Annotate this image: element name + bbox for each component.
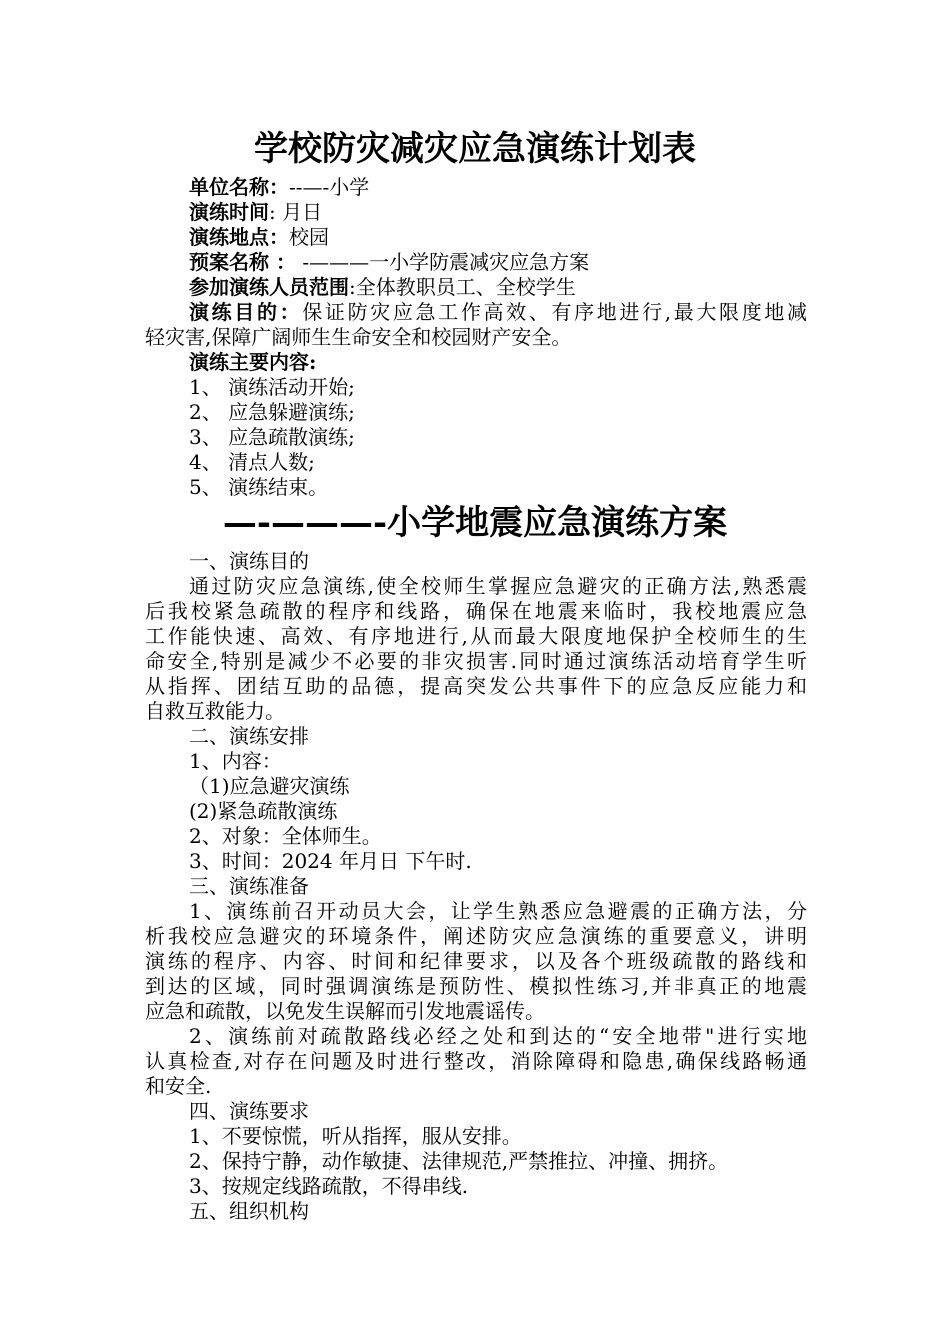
people-value: :全体教职员工、全校学生: [349, 275, 576, 299]
paragraph-line: 和安全.: [145, 1074, 212, 1098]
list-line: 3、时间：2024 年月日 下午时.: [189, 849, 472, 873]
section-heading: 五、组织机构: [189, 1199, 309, 1223]
purpose-line-2: 轻灾害,保障广阔师生生命安全和校园财产安全。: [145, 325, 572, 349]
unit-line: [189, 175, 369, 200]
time-value: : 月日: [269, 200, 323, 224]
paragraph-line: 自救互救能力。: [145, 699, 285, 723]
paragraph-line: 从指挥、团结互助的品德，提高突发公共事件下的应急反应能力和: [145, 674, 807, 698]
section-heading: 三、演练准备: [189, 874, 309, 898]
list-line: 1、不要惊慌，听从指挥，服从安排。: [189, 1124, 522, 1148]
paragraph-line: 命安全,特别是减少不必要的非灾损害.同时通过演练活动培育学生听: [145, 649, 807, 673]
unit-label: 单位名称：: [189, 175, 289, 199]
plan-title: 学校防灾减灾应急演练计划表: [254, 129, 696, 169]
list-line: （1)应急避灾演练: [189, 774, 350, 798]
section-heading: 一、演练目的: [189, 549, 309, 573]
list-line: 3、按规定线路疏散，不得串线.: [189, 1174, 469, 1198]
content-label: 演练主要内容:: [189, 350, 317, 374]
scheme-value: -———一小学防震减灾应急方案: [295, 250, 590, 274]
section-heading: 四、演练要求: [189, 1099, 309, 1123]
purpose-line: [189, 300, 807, 325]
unit-value: --—-小学: [289, 175, 370, 199]
people-label: 参加演练人员范围: [189, 275, 349, 299]
time-line: [189, 200, 322, 225]
paragraph-line: 到达的区域，同时强调演练是预防性、模拟性练习,并非真正的地震: [145, 974, 807, 998]
scheme-title: —-———-小学地震应急演练方案: [222, 503, 728, 543]
paragraph-line: 应急和疏散，以免发生误解而引发地震谣传。: [145, 999, 545, 1023]
place-label: 演练地点：: [189, 225, 289, 249]
place-value: 校园: [289, 225, 329, 249]
content-item: 4、 清点人数;: [189, 450, 315, 474]
place-line: [189, 225, 329, 250]
scheme-label: 预案名称 ：: [189, 250, 296, 274]
purpose-label: 演练目的：: [189, 300, 303, 324]
content-item: 2、 应急躲避演练;: [189, 400, 355, 424]
paragraph-line: 2、演练前对疏散路线必经之处和到达的“安全地带"进行实地: [189, 1024, 807, 1048]
people-line: [189, 275, 576, 300]
list-line: 1、内容：: [189, 749, 282, 773]
paragraph-line: 工作能快速、高效、有序地进行,从而最大限度地保护全校师生的生: [145, 624, 807, 648]
paragraph-line: 1、演练前召开动员大会，让学生熟悉应急避震的正确方法，分: [189, 899, 807, 923]
scheme-line: [189, 250, 589, 275]
content-item: 1、 演练活动开始;: [189, 375, 355, 399]
section-heading: 二、演练安排: [189, 724, 309, 748]
content-item: 3、 应急疏散演练;: [189, 425, 355, 449]
purpose-text: 保证防灾应急工作高效、有序地进行,最大限度地减: [302, 300, 808, 324]
time-label: 演练时间: [189, 200, 269, 224]
list-line: 2、保持宁静，动作敏捷、法律规范,严禁推拉、冲撞、拥挤。: [189, 1149, 729, 1173]
paragraph-line: 演练的程序、内容、时间和纪律要求，以及各个班级疏散的路线和: [145, 949, 807, 973]
paragraph-line: 通过防灾应急演练,使全校师生掌握应急避灾的正确方法,熟悉震: [189, 574, 807, 598]
paragraph-line: 认真检查,对存在问题及时进行整改，消除障碍和隐患,确保线路畅通: [145, 1049, 807, 1073]
list-line: (2)紧急疏散演练: [189, 799, 338, 823]
list-line: 2、对象：全体师生。: [189, 824, 382, 848]
paragraph-line: 析我校应急避灾的环境条件，阐述防灾应急演练的重要意义，讲明: [145, 924, 807, 948]
paragraph-line: 后我校紧急疏散的程序和线路，确保在地震来临时，我校地震应急: [145, 599, 807, 623]
content-item: 5、 演练结束。: [189, 475, 329, 499]
